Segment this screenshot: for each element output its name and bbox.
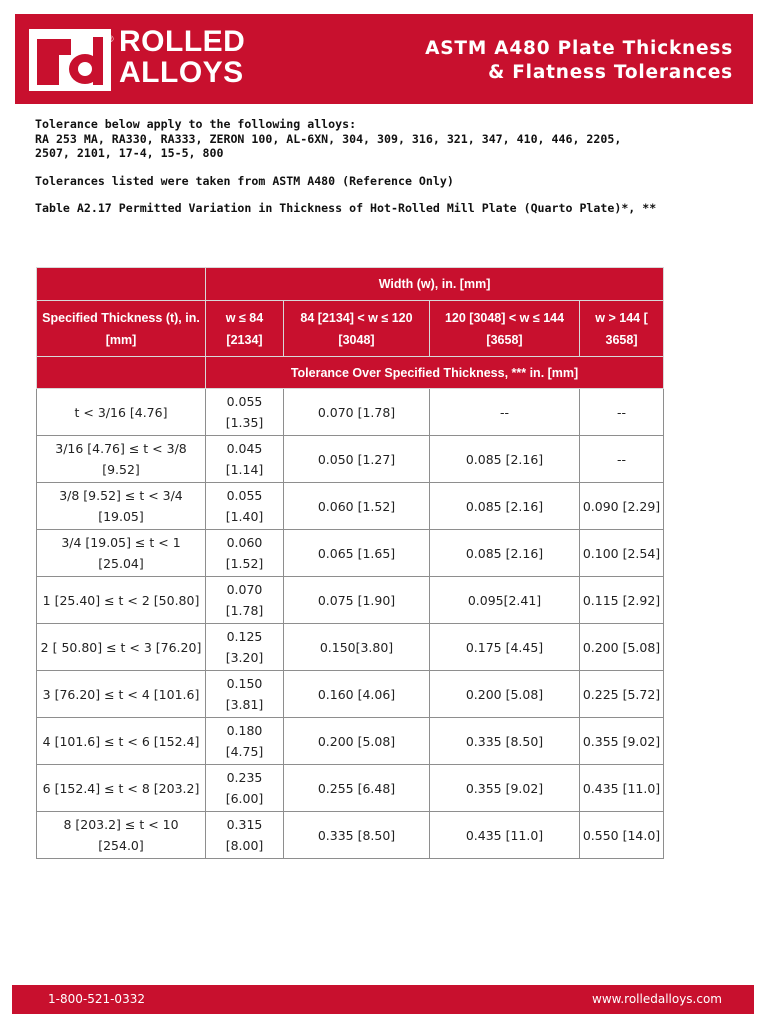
thickness-cell: t < 3/16 [4.76] [37,389,206,436]
tolerance-cell: 0.100 [2.54] [580,530,664,577]
tolerance-cell: 0.150 [3.81] [206,671,284,718]
tolerance-cell: 0.115 [2.92] [580,577,664,624]
page-title-line-2: & Flatness Tolerances [488,62,733,83]
thickness-cell: 3 [76.20] ≤ t < 4 [101.6] [37,671,206,718]
page-title-line-1: ASTM A480 Plate Thickness [425,38,733,59]
page-title [425,37,733,85]
header-banner [15,14,753,104]
tolerance-cell: 0.255 [6.48] [284,765,430,812]
table-caption: Table A2.17 Permitted Variation in Thickness of Hot-Rolled Mill Plate (Quarto Plate)*, ** [35,201,657,215]
column-header: 120 [3048] < w ≤ 144 [3658] [430,301,580,357]
thickness-cell: 2 [ 50.80] ≤ t < 3 [76.20] [37,624,206,671]
tolerance-table [36,267,664,859]
table-row [37,389,664,436]
width-header: Width (w), in. [mm] [206,268,664,301]
table-row [37,718,664,765]
thickness-cell: 8 [203.2] ≤ t < 10 [254.0] [37,812,206,859]
brand-line-1: ROLLED [119,25,246,58]
tolerance-cell: -- [580,436,664,483]
tolerance-header: Tolerance Over Specified Thickness, *** in. [mm] [206,357,664,389]
tolerance-cell: 0.335 [8.50] [284,812,430,859]
tolerance-cell: 0.085 [2.16] [430,483,580,530]
tolerance-cell: 0.085 [2.16] [430,436,580,483]
thickness-cell: 3/8 [9.52] ≤ t < 3/4 [19.05] [37,483,206,530]
column-header: w > 144 [ 3658] [580,301,664,357]
tolerance-cell: 0.200 [5.08] [430,671,580,718]
alloy-list-line-2: 2507, 2101, 17-4, 15-5, 800 [35,146,224,160]
tolerance-cell: -- [580,389,664,436]
table-header-row-width [37,268,664,301]
tolerance-cell: 0.075 [1.90] [284,577,430,624]
tolerance-cell: 0.355 [9.02] [430,765,580,812]
tolerance-cell: 0.435 [11.0] [580,765,664,812]
rolled-alloys-logo-mark-icon [29,29,111,91]
tolerance-cell: 0.125 [3.20] [206,624,284,671]
tolerance-cell: 0.180 [4.75] [206,718,284,765]
alloy-list-line-1: RA 253 MA, RA330, RA333, ZERON 100, AL-6XN, 304, 309, 316, 321, 347, 410, 446, 2205, [35,131,622,146]
tolerance-cell: 0.235 [6.00] [206,765,284,812]
tolerance-cell: 0.060 [1.52] [284,483,430,530]
table-row [37,577,664,624]
table-row [37,483,664,530]
tolerance-cell: 0.200 [5.08] [284,718,430,765]
table-row [37,436,664,483]
thickness-cell: 1 [25.40] ≤ t < 2 [50.80] [37,577,206,624]
tolerance-cell: 0.550 [14.0] [580,812,664,859]
tolerance-cell: 0.200 [5.08] [580,624,664,671]
table-header-row-tolerance [37,357,664,389]
reference-note: Tolerances listed were taken from ASTM A480 (Reference Only) [35,173,454,188]
thickness-header: Specified Thickness (t), in. [mm] [37,301,206,357]
thickness-cell: 3/16 [4.76] ≤ t < 3/8 [9.52] [37,436,206,483]
tolerance-cell: 0.070 [1.78] [284,389,430,436]
intro-line-1: Tolerance below apply to the following alloys: [35,117,357,131]
tolerance-cell: 0.045 [1.14] [206,436,284,483]
tolerance-cell: 0.335 [8.50] [430,718,580,765]
tolerance-cell: 0.150[3.80] [284,624,430,671]
thickness-cell: 6 [152.4] ≤ t < 8 [203.2] [37,765,206,812]
intro-text [35,117,735,216]
tolerance-cell: 0.060 [1.52] [206,530,284,577]
table-header-row-columns [37,301,664,357]
tolerance-cell: -- [430,389,580,436]
tolerance-cell: 0.175 [4.45] [430,624,580,671]
column-header: 84 [2134] < w ≤ 120 [3048] [284,301,430,357]
thickness-cell: 3/4 [19.05] ≤ t < 1 [25.04] [37,530,206,577]
tolerance-cell: 0.160 [4.06] [284,671,430,718]
header-empty-cell [37,357,206,389]
tolerance-cell: 0.055 [1.40] [206,483,284,530]
table-row [37,624,664,671]
tolerance-cell: 0.225 [5.72] [580,671,664,718]
table-row [37,530,664,577]
tolerance-cell: 0.055 [1.35] [206,389,284,436]
table-row [37,765,664,812]
tolerance-cell: 0.315 [8.00] [206,812,284,859]
phone-number: 1-800-521-0332 [48,992,145,1006]
column-header: w ≤ 84 [2134] [206,301,284,357]
tolerance-cell: 0.435 [11.0] [430,812,580,859]
table-row [37,812,664,859]
table-row [37,671,664,718]
tolerance-cell: 0.065 [1.65] [284,530,430,577]
brand-name [107,25,246,89]
tolerance-cell: 0.070 [1.78] [206,577,284,624]
registered-mark: ® [107,34,115,44]
thickness-cell: 4 [101.6] ≤ t < 6 [152.4] [37,718,206,765]
tolerance-cell: 0.090 [2.29] [580,483,664,530]
header-empty-cell [37,268,206,301]
tolerance-cell: 0.095[2.41] [430,577,580,624]
tolerance-cell: 0.355 [9.02] [580,718,664,765]
tolerance-cell: 0.050 [1.27] [284,436,430,483]
footer-bar [12,985,754,1014]
website-link[interactable]: www.rolledalloys.com [592,992,722,1006]
brand-line-2: ALLOYS [119,56,244,89]
tolerance-cell: 0.085 [2.16] [430,530,580,577]
